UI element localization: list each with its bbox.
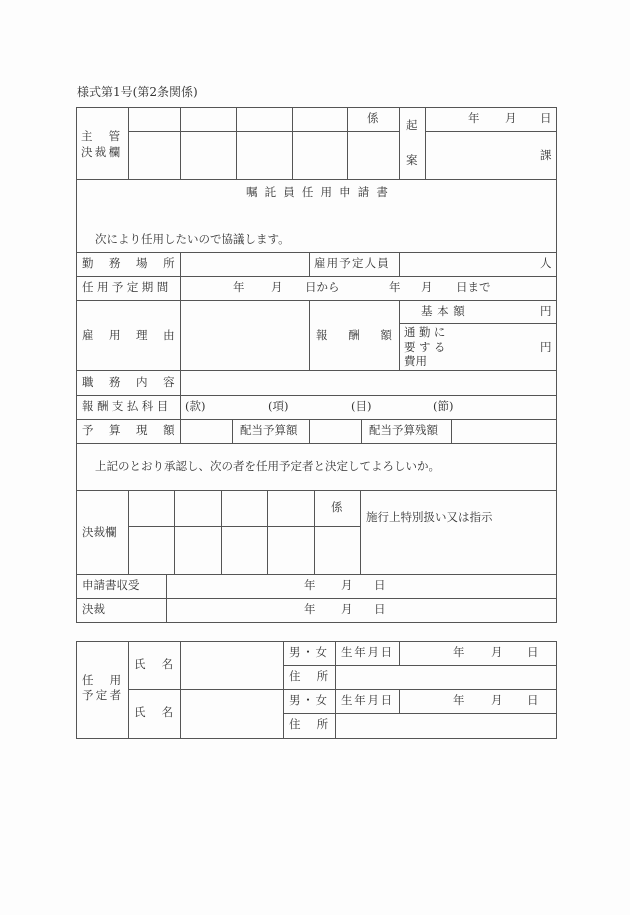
- account-setsu: (節): [433, 399, 454, 413]
- candidate-2-dob-year: 年: [453, 693, 465, 707]
- candidate-2-name-input[interactable]: [181, 690, 283, 738]
- period-label: 任用予定期間: [82, 280, 172, 294]
- approval-text: 上記のとおり承認し、次の者を任用予定者と決定してよろしいか。: [95, 459, 440, 473]
- period-from-day: 日から: [305, 280, 340, 294]
- planned-count-input[interactable]: [400, 253, 535, 276]
- approver-slot-3[interactable]: [237, 108, 292, 131]
- candidate-1-dob-year: 年: [453, 645, 465, 659]
- candidate-2-dob-label: 生年月日: [341, 693, 394, 707]
- approval-header-label-line1: 主 管: [81, 129, 123, 143]
- budget-input[interactable]: [181, 420, 232, 443]
- candidate-2-sex[interactable]: 男・女: [289, 693, 329, 707]
- candidate-1-name-label: 氏 名: [134, 657, 176, 671]
- budget-label: 予算現額: [82, 423, 191, 437]
- candidate-1-address-label: 住 所: [289, 669, 331, 683]
- commute-label-line2: 要する: [404, 340, 449, 354]
- form-number: 様式第1号(第2条関係): [77, 85, 198, 99]
- decision-slot-1[interactable]: [129, 491, 174, 526]
- commute-label-line3: 費用: [404, 354, 427, 368]
- allocated-input[interactable]: [310, 420, 361, 443]
- duties-label: 職務内容: [82, 375, 191, 389]
- account-label: 報酬支払科目: [82, 399, 172, 413]
- allocated-label: 配当予算額: [240, 423, 298, 437]
- candidate-1-dob-month: 月: [491, 645, 503, 659]
- account-moku: (目): [351, 399, 372, 413]
- decided-day: 日: [374, 602, 386, 616]
- reason-label: 雇用理由: [82, 328, 191, 342]
- workplace-label: 勤務場所: [82, 256, 191, 270]
- candidate-2-address-label: 住 所: [289, 717, 331, 731]
- duties-input[interactable]: [181, 371, 556, 395]
- base-amount-unit: 円: [540, 304, 552, 318]
- candidate-2-dob-month: 月: [491, 693, 503, 707]
- kian-label-2: 案: [406, 153, 418, 167]
- decision-label: 決裁欄: [82, 525, 117, 539]
- planned-count-unit: 人: [540, 256, 552, 270]
- candidates-label-line2: 予定者: [82, 688, 124, 702]
- period-to-month: 月: [421, 280, 433, 294]
- candidate-1-dob-day: 日: [527, 645, 539, 659]
- received-day: 日: [374, 578, 386, 592]
- commute-label-line1: 通勤に: [404, 325, 449, 339]
- candidate-2-address-input[interactable]: [336, 714, 556, 737]
- approval-header-label-line2: 決裁欄: [81, 145, 123, 159]
- base-amount-label: 基本額: [421, 304, 470, 318]
- kian-label-1: 起: [406, 118, 418, 132]
- received-month: 月: [341, 578, 353, 592]
- decided-month: 月: [341, 602, 353, 616]
- period-to-day: 日まで: [456, 280, 491, 294]
- approver-slot-4[interactable]: [293, 108, 347, 131]
- header-date-month: 月: [505, 111, 517, 125]
- period-from-month: 月: [271, 280, 283, 294]
- header-date-day: 日: [540, 111, 552, 125]
- form-title: 嘱託員任用申請書: [246, 185, 396, 199]
- candidate-1-sex[interactable]: 男・女: [289, 645, 329, 659]
- decision-slot-2[interactable]: [175, 491, 221, 526]
- salary-label: 報酬額: [316, 328, 413, 342]
- received-label: 申請書収受: [82, 578, 140, 592]
- candidate-2-dob-day: 日: [527, 693, 539, 707]
- account-kan: (款): [185, 399, 206, 413]
- candidate-1-address-input[interactable]: [336, 666, 556, 689]
- commute-unit: 円: [540, 340, 552, 354]
- decision-slot-4[interactable]: [268, 491, 314, 526]
- workplace-input[interactable]: [181, 253, 309, 276]
- approver-slot-1[interactable]: [129, 108, 180, 131]
- planned-count-label: 雇用予定人員: [314, 256, 390, 270]
- remaining-label: 配当予算残額: [369, 423, 438, 437]
- candidate-2-name-label: 氏 名: [134, 705, 176, 719]
- intro-text: 次により任用したいので協議します。: [95, 232, 290, 246]
- approver-slot-2[interactable]: [181, 108, 236, 131]
- reason-input[interactable]: [181, 301, 309, 370]
- ka-label: 課: [540, 148, 552, 162]
- candidates-label-line1: 任 用: [82, 673, 124, 687]
- instructions-label: 施行上特別扱い又は指示: [366, 510, 493, 524]
- period-to-year: 年: [389, 280, 401, 294]
- received-year: 年: [304, 578, 316, 592]
- decision-kakari-label: 係: [331, 500, 343, 514]
- decided-year: 年: [304, 602, 316, 616]
- decision-slot-3[interactable]: [222, 491, 267, 526]
- remaining-input[interactable]: [452, 420, 556, 443]
- period-from-year: 年: [233, 280, 245, 294]
- header-date-year: 年: [468, 111, 480, 125]
- candidate-1-dob-label: 生年月日: [341, 645, 394, 659]
- candidate-1-name-input[interactable]: [181, 642, 283, 689]
- decided-label: 決裁: [82, 602, 105, 616]
- kakari-label: 係: [367, 111, 379, 125]
- account-kou: (項): [268, 399, 289, 413]
